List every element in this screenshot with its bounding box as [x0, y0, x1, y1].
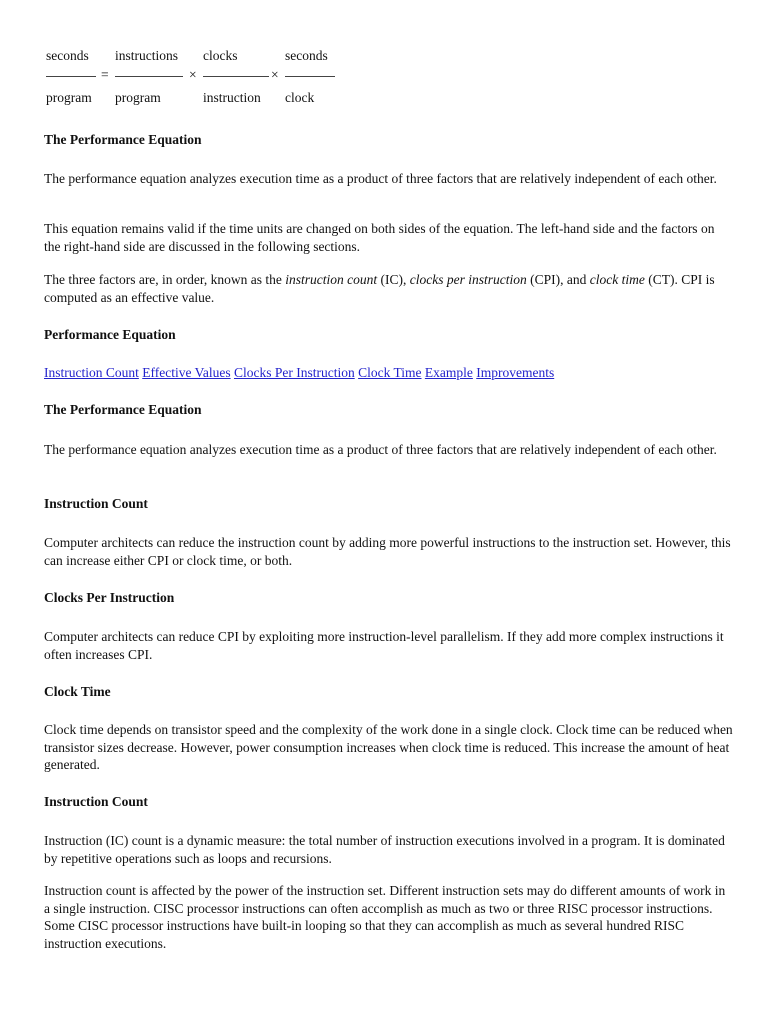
fraction-seconds-clock — [283, 46, 339, 110]
times-sign: × — [271, 67, 279, 82]
denominator: program — [46, 90, 92, 105]
fraction-bar — [203, 76, 269, 77]
link-improvements[interactable]: Improvements — [476, 365, 555, 380]
paragraph: Clock time depends on transistor speed and the complexity of the work done in a single clock. Clock time can be reduced when transistor sizes decrease. However, power consumption increases when clock time is reduced. This increase the amount of heat generated. — [44, 722, 733, 772]
emphasis-clock-time: clock time — [589, 272, 645, 287]
document-page — [44, 46, 734, 951]
fraction-lhs — [44, 46, 100, 110]
section-heading: Performance Equation — [44, 327, 176, 342]
paragraph: Instruction count is affected by the power of the instruction set. Different instruction sets may do different amounts of work in a single instruction. CISC processor instructions can often accomplish as much as two or three RISC processor instructions. Some CISC processor instructions have built-in looping so that they can accomplish as much as several hundred RISC instruction executions. — [44, 883, 726, 951]
section-heading: Instruction Count — [44, 496, 148, 511]
performance-equation — [44, 46, 734, 110]
link-clocks-per-instruction[interactable]: Clocks Per Instruction — [233, 365, 355, 380]
denominator: clock — [285, 90, 315, 105]
fraction-clocks — [201, 46, 273, 110]
emphasis-instruction-count: instruction count — [285, 272, 378, 287]
section-heading: Clocks Per Instruction — [44, 590, 175, 605]
fraction-bar — [285, 76, 335, 77]
link-instruction-count[interactable]: Instruction Count — [44, 365, 139, 380]
link-example[interactable]: Example — [424, 365, 473, 380]
numerator: seconds — [46, 48, 89, 63]
denominator: instruction — [203, 90, 261, 105]
link-clock-time[interactable]: Clock Time — [358, 365, 422, 380]
section-heading: Instruction Count — [44, 794, 148, 809]
fraction-bar — [46, 76, 96, 77]
denominator: program — [115, 90, 161, 105]
paragraph: The performance equation analyzes execution time as a product of three factors that are relatively independent of each other. — [44, 171, 717, 186]
paragraph: Instruction (IC) count is a dynamic measure: the total number of instruction executions involved in a program. It is dominated by repetitive operations such as loops and recursions. — [44, 833, 725, 866]
paragraph: Computer architects can reduce CPI by exploiting more instruction-level parallelism. If they add more complex instructions it often increases CPI. — [44, 629, 724, 662]
section-heading: The Performance Equation — [44, 402, 202, 417]
paragraph-factors — [44, 271, 734, 306]
paragraph: This equation remains valid if the time units are changed on both sides of the equation. The left-hand side and the factors on the right-hand side are discussed in the following sections. — [44, 221, 715, 254]
fraction-instructions — [113, 46, 188, 110]
section-heading: Clock Time — [44, 684, 111, 699]
text: (IC), — [377, 272, 410, 287]
numerator: instructions — [115, 48, 178, 63]
fraction-bar — [115, 76, 183, 77]
numerator: clocks — [203, 48, 238, 63]
times-sign: × — [189, 67, 197, 82]
text: The three factors are, in order, known as the — [44, 272, 286, 287]
numerator: seconds — [285, 48, 328, 63]
paragraph: The performance equation analyzes execution time as a product of three factors that are relatively independent of each other. — [44, 442, 717, 457]
text: (CPI), and — [526, 272, 590, 287]
section-heading: The Performance Equation — [44, 132, 202, 147]
paragraph: Computer architects can reduce the instruction count by adding more powerful instructions to the instruction set. However, this can increase either CPI or clock time, or both. — [44, 535, 731, 568]
emphasis-clocks-per-instruction: clocks per instruction — [409, 272, 527, 287]
text: (CT). CPI is computed as an effective value. — [44, 272, 715, 305]
link-effective-values[interactable]: Effective Values — [142, 365, 231, 380]
equals-sign: = — [101, 67, 109, 82]
section-links — [44, 364, 554, 382]
